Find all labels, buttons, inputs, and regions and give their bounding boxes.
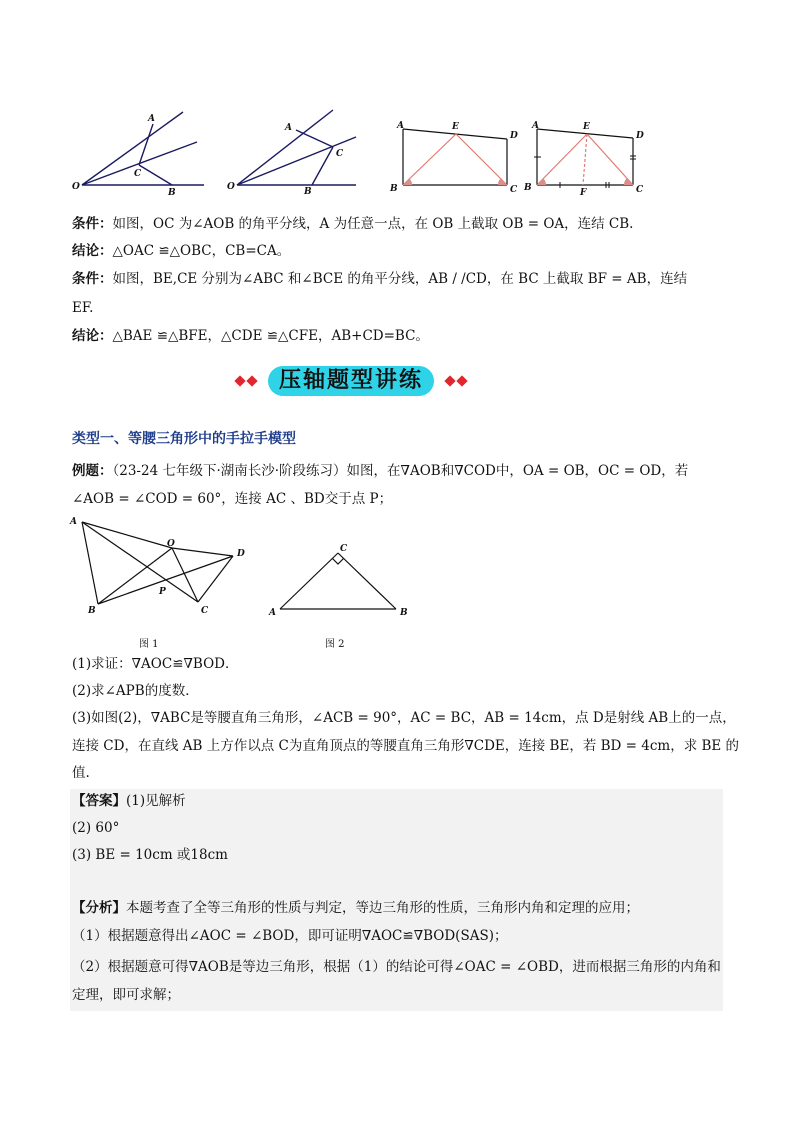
analysis-intro: 【分析】本题考查了全等三角形的性质与判定，等边三角形的性质，三角形内角和定理的应用； [72, 900, 639, 916]
conclusion-2: 结论：△BAE ≌△BFE，△CDE ≌△CFE，AB+CD=BC。 [72, 328, 429, 344]
fig4-label-f: F [580, 188, 587, 198]
fig1-label-o: O [72, 182, 80, 192]
fig4-label-b: B [524, 183, 532, 193]
question-2: (2)求∠APB的度数． [72, 683, 199, 699]
top-figure-1 [82, 112, 204, 185]
top-figure-2 [237, 110, 356, 185]
figure-2-caption: 图 2 [325, 639, 345, 650]
top-figures [0, 100, 794, 200]
fig3-label-e: E [452, 122, 459, 132]
conclusion-1: 结论：△OAC ≌△OBC，CB=CA。 [72, 243, 291, 259]
mid-fig2-label-c: C [340, 544, 348, 554]
fig4-label-d: D [636, 131, 644, 141]
answer-line-1: 【答案】(1)见解析 [72, 793, 186, 809]
top-figure-3 [403, 129, 507, 185]
fig2-label-b: B [304, 187, 312, 197]
analysis-point-1: （1）根据题意得出∠AOC = ∠BOD，即可证明∇AOC≌∇BOD(SAS)； [72, 928, 508, 944]
example-line-1: 例题：（23-24 七年级下·湖南长沙·阶段练习）如图，在∇AOB和∇COD中，OA = OB，OC = OD，若 [72, 463, 689, 479]
analysis-point-2-line-1: （2）根据题意可得∇AOB是等边三角形，根据（1）的结论可得∠OAC = ∠OBD，进而根据三角形的内角和 [72, 959, 721, 975]
section-banner [232, 366, 472, 398]
fig2-label-o: O [227, 182, 235, 192]
question-1: (1)求证：∇AOC≌∇BOD． [72, 656, 239, 672]
figure-2-lines [280, 553, 396, 609]
fig2-label-c: C [336, 149, 344, 159]
fig1-label-a: A [148, 114, 155, 124]
fig2-label-a: A [285, 123, 292, 133]
condition-2-cont: EF. [72, 300, 94, 316]
fig1-label-b: B [168, 188, 176, 198]
question-3-line-3: 值. [72, 765, 90, 781]
question-3-line-2: 连接 CD，在直线 AB 上方作以点 C为直角顶点的等腰直角三角形∇CDE，连接 BE，若 BD = 4cm，求 BE 的 [72, 738, 740, 754]
fig4-label-e: E [583, 122, 590, 132]
mid-fig1-label-b: B [88, 606, 96, 616]
fig3-label-a: A [397, 121, 404, 131]
fig3-label-c: C [510, 185, 518, 195]
top-figure-4 [534, 129, 636, 188]
answer-line-3: (3) BE = 10cm 或18cm [72, 847, 228, 863]
diamond-icon [444, 375, 455, 386]
question-3-line-1: (3)如图(2)，∇ABC是等腰直角三角形，∠ACB = 90°，AC = BC，AB = 14cm，点 D是射线 AB上的一点， [72, 710, 736, 726]
fig4-label-c: C [636, 185, 644, 195]
condition-1: 条件：如图，OC 为∠AOB 的角平分线，A 为任意一点，在 OB 上截取 OB = OA，连结 CB. [72, 216, 634, 232]
mid-fig1-label-c: C [201, 606, 209, 616]
mid-fig1-label-a: A [70, 517, 77, 527]
banner-title: 压轴题型讲练 [278, 368, 423, 393]
mid-fig1-label-d: D [237, 549, 245, 559]
mid-fig1-label-o: O [167, 539, 175, 549]
analysis-point-2-line-2: 定理，即可求解； [72, 987, 180, 1003]
figure-1-caption: 图 1 [139, 639, 159, 650]
mid-fig1-label-p: P [159, 587, 166, 597]
type-title: 类型一、等腰三角形中的手拉手模型 [72, 431, 296, 447]
example-figures [0, 510, 794, 650]
diamond-icon [456, 375, 467, 386]
fig1-label-c: C [134, 169, 142, 179]
example-line-2: ∠AOB = ∠COD = 60°，连接 AC 、BD交于点 P； [72, 491, 393, 507]
answer-line-2: (2) 60° [72, 820, 120, 836]
mid-fig2-label-b: B [400, 608, 408, 618]
diamond-icon [246, 375, 257, 386]
mid-fig2-label-a: A [269, 608, 276, 618]
condition-2: 条件：如图，BE,CE 分别为∠ABC 和∠BCE 的角平分线，AB / /CD，在 BC 上截取 BF = AB，连结 [72, 271, 688, 287]
fig3-label-d: D [510, 131, 518, 141]
fig3-label-b: B [390, 184, 398, 194]
fig4-label-a: A [532, 121, 539, 131]
figure-1-lines [82, 522, 233, 604]
diamond-icon [234, 375, 245, 386]
